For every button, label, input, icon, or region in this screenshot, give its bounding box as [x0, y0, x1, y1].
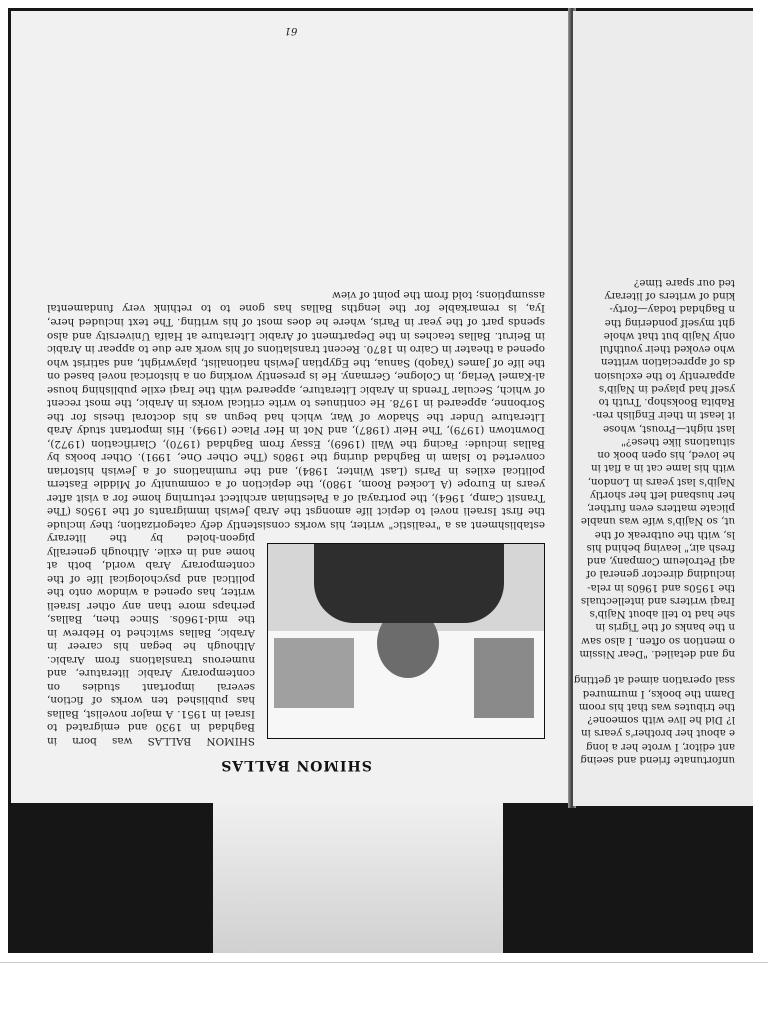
text-line: ut, so Najib's wife was unable: [580, 515, 735, 527]
text-line: plicate matters even further,: [587, 502, 735, 514]
text-line: situations like these?": [621, 436, 735, 447]
text-line: her husband left her shortly: [590, 489, 735, 500]
author-photo-icon: [267, 543, 545, 739]
text-line: l? Did he live with someone?: [587, 714, 735, 726]
text-line: Rabita Bookshop. Truth to: [598, 396, 735, 408]
text-line: she had to tell about Najib's: [589, 608, 735, 620]
text-line: n Baghdad today—forty-: [609, 303, 735, 315]
page-number: 61: [284, 25, 298, 36]
text-line: Najib's last years in London,: [587, 475, 735, 487]
text-line: ng and detailed. "Dear Nissim: [579, 648, 735, 659]
text-line: ted our spare time?: [633, 277, 735, 288]
text-line: last night—Proust, whose: [603, 422, 735, 434]
text-line: including director general of: [586, 568, 735, 580]
text-line: Iraqi writers and intellectuals: [580, 595, 735, 606]
text-line: fresh air," leaving behind his: [586, 542, 735, 553]
text-line: n the banks of the Tigris in: [595, 621, 735, 633]
text-line: he loved, his open book on: [597, 449, 735, 461]
scanned-book-spread: [8, 8, 753, 953]
text-line: with his lame cat in a flat in: [591, 462, 735, 474]
text-line: e about her brother's years in: [581, 727, 735, 739]
text-line: it least in their English ren-: [592, 409, 735, 421]
text-line: Damn the books, I murmured: [582, 687, 735, 699]
text-line: kind of writers of literary: [604, 290, 735, 302]
text-line: ds of appreciation written: [600, 356, 735, 368]
biography-text: SHIMON BALLAS was born in Baghdad in 1930 and emigrated to Israel in 1951. A major novelist, Ballas has published ten works of fiction, several important studies on contemporary Arabic literature, and numerous translations from Arabic. Although he began his career in Arabic, Ballas switched to Hebrew in the mid-1960s. Since then, Ballas, perhaps more than any other Israeli writer, has opened a window onto the political and psychological life of the contemporary Arab world, both at home and in exile. Although generally pigeon-holed by the literary establishment as a "realistic" writer, his works consistently defy categorization; they include the first Israeli novel to depict life amongst the Arab Jewish immigrants of the 1950s (The Transit Camp, 1964), the portrayal of a Palestinian architect returning home for a visit after years in Europe (A Locked Room, 1980), the depiction of a community of Middle Eastern political exiles in Paris (Last Winter, 1984), and the ruminations of a Jewish historian converted to Islam in Baghdad during the 1980s (The Other One, 1991). Other books by Ballas include: Facing the Wall (1969), Essay from Baghdad (1970), Clarification (1972), Downtown (1979), The Heir (1987), and Not in Her Place (1994). His important study Arab Literature Under the Shadow of War, which had begun as his doctoral thesis for the Sorbonne, appeared in 1978. He continues to write critical works in Arabic, the most recent of which, Secular Trends in Arabic Literature, appeared with the Iraqi exile publishing house al-Kamel Verlag, in Cologne, Germany. He is presently working on a historical novel based on the life of James (Yaqob) Sanua, the Egyptian Jewish nationalist, playwright, and satirist who opened a theater in Cairo in 1870. Recent translations of his work are due to appear in Arabic in Beirut. Ballas teaches in the Department of Arabic Literature at Haifa University and also spends part of the year in Paris, where he does most of his writing. The text included here, Iya, is remarkable for the lengths Ballas has gone to to rethink very fundamental assumptions; told from the point of view: [47, 288, 545, 747]
text-line: who evoked their youthful: [599, 343, 735, 355]
page-title: SHIMON BALLAS: [220, 757, 372, 773]
text-line: ls, with the outbreak of the: [594, 528, 735, 540]
text-line: ght myself pondering the: [604, 316, 735, 328]
text-line: apparently to the exclusion: [594, 369, 735, 381]
scanner-bed-margin: [0, 962, 768, 1025]
right-page-text: [573, 276, 735, 766]
text-line: yself had played in Najib's: [598, 383, 735, 394]
underlying-paper: [213, 803, 503, 953]
left-page: [11, 11, 571, 803]
text-line: o mention so often. I also saw: [581, 634, 735, 646]
text-line: the tributes was that his room: [578, 701, 735, 712]
text-line: unfortunate friend and seeing: [580, 754, 735, 765]
text-line: only Najib but that whole: [603, 330, 735, 341]
text-line: ant editor, I wrote her a long: [585, 740, 735, 752]
text-line: ssal operation aimed at getting: [573, 674, 735, 686]
text-line: [581, 660, 735, 673]
text-line: the 1950s and 1960s in rela-: [587, 581, 735, 593]
right-page: [573, 11, 753, 806]
text-line: aqi Petroleum Company, and: [586, 555, 735, 567]
